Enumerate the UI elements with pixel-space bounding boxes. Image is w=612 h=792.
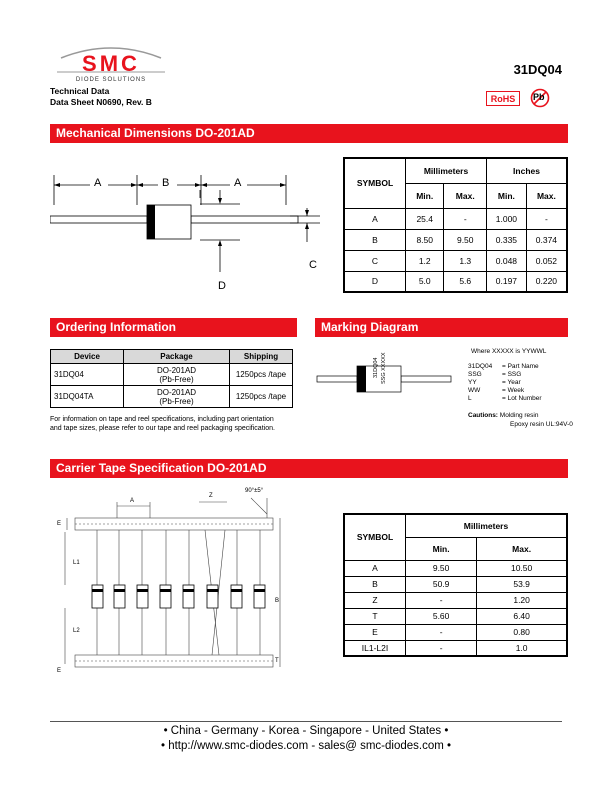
marking-line-1: 31DQ04 [373,357,379,378]
table-row [344,640,567,656]
table-cell: 9.50 [406,560,477,576]
legend-value: = Lot Number [502,395,542,402]
carrier-tape-drawing [55,488,295,688]
col-min: Min. [406,537,477,560]
tape-label-l2: L2 [73,628,80,634]
table-cell: 8.50 [406,229,444,250]
col-shipping: Shipping [230,350,293,364]
table-cell: 0.80 [477,624,567,640]
cautions [468,411,573,429]
table-row [51,386,293,408]
table-cell: 31DQ04TA [51,386,124,408]
dim-label-b: B [162,177,170,189]
table-row [344,592,567,608]
table-cell: D [344,271,406,292]
document-reference: Data Sheet N0690, Rev. B [50,97,152,107]
ordering-note: For information on tape and reel specifications, including part orientation and tape sizes, please refer to our tape and reel packaging specification. [50,416,275,432]
col-millimeters: Millimeters [406,158,487,183]
table-row [344,250,567,271]
legend-item [468,379,542,387]
table-cell: A [344,208,406,229]
logo-text: SMC [82,51,140,76]
legend-item [468,363,542,371]
table-cell: 1250pcs /tape [230,364,293,386]
table-row [344,208,567,229]
table-cell: C [344,250,406,271]
tape-label-t: T [275,658,279,664]
logo-subtitle: DIODE SOLUTIONS [75,77,147,83]
package-note: (Pb-Free) [159,374,194,384]
table-cell: 0.374 [526,229,567,250]
legend-value: = SSG [502,371,522,378]
table-cell: 1.0 [477,640,567,656]
table-cell: 9.50 [444,229,487,250]
col-millimeters: Millimeters [406,514,568,537]
tape-label-b: B [275,598,280,604]
footer-divider [50,721,562,722]
table-cell: 0.220 [526,271,567,292]
table-cell: - [444,208,487,229]
package-name: DO-201AD [156,365,197,375]
table-cell: 0.197 [487,271,527,292]
table-cell: 5.0 [406,271,444,292]
mechanical-drawing [50,170,330,300]
footer-contact: • http://www.smc-diodes.com - sales@ smc-diodes.com • [160,740,452,752]
table-cell: 6.40 [477,608,567,624]
legend-key: YY [468,379,477,386]
table-cell: 53.9 [477,576,567,592]
mechanical-dimensions-table [343,157,568,293]
table-row [51,364,293,386]
legend-item [468,387,542,395]
dim-label-c: C [309,259,317,271]
col-package: Package [124,350,230,364]
dim-label-a-right: A [234,177,242,189]
col-symbol: SYMBOL [344,514,406,560]
table-cell [124,364,230,386]
dim-label-d: D [218,280,226,292]
table-cell: 25.4 [406,208,444,229]
table-cell: T [344,608,406,624]
table-row [344,229,567,250]
table-row [344,624,567,640]
table-cell: 1.20 [477,592,567,608]
legend-key: SSG [468,371,482,378]
table-cell: 0.048 [487,250,527,271]
col-symbol: SYMBOL [344,158,406,208]
table-cell: 31DQ04 [51,364,124,386]
legend-key: WW [468,387,481,394]
table-cell: 0.335 [487,229,527,250]
col-in-max: Max. [526,183,567,208]
carrier-tape-table [343,513,568,657]
cautions-label: Cautions: [468,412,498,419]
footer-countries: • China - Germany - Korea - Singapore - United States • [163,725,449,737]
table-cell: 1.3 [444,250,487,271]
tape-label-l1: L1 [73,560,80,566]
table-row [344,560,567,576]
legend-value: = Week [502,387,525,394]
legend-item [468,371,542,379]
part-number: 31DQ04 [513,62,562,77]
table-cell [124,386,230,408]
table-cell: 0.052 [526,250,567,271]
document-type: Technical Data [50,86,110,96]
legend-item [468,395,542,403]
col-in-min: Min. [487,183,527,208]
table-row [344,608,567,624]
legend-value: = Part Name [502,363,539,370]
package-note: (Pb-Free) [159,396,194,406]
cautions-text-1: Molding resin [499,412,539,419]
col-max: Max. [477,537,567,560]
section-ordering-information: Ordering Information [50,318,297,337]
table-cell: 50.9 [406,576,477,592]
table-cell: 1.2 [406,250,444,271]
table-cell: - [406,640,477,656]
table-row [344,576,567,592]
table-cell: B [344,576,406,592]
marking-legend [468,363,542,403]
package-name: DO-201AD [156,387,197,397]
table-cell: 5.60 [406,608,477,624]
tape-label-e-bottom: E [57,668,62,674]
tape-label-angle: 90°±5° [245,488,264,494]
legend-value: = Year [502,379,521,386]
tape-label-e-top: E [57,521,62,527]
table-cell: 10.50 [477,560,567,576]
table-cell: 5.6 [444,271,487,292]
tape-label-a: A [130,498,135,504]
legend-key: 31DQ04 [468,363,493,370]
col-mm-min: Min. [406,183,444,208]
table-cell: - [406,592,477,608]
section-mechanical-dimensions: Mechanical Dimensions DO-201AD [50,124,568,143]
table-cell: Z [344,592,406,608]
table-cell: - [406,624,477,640]
table-cell: 1250pcs /tape [230,386,293,408]
table-cell: B [344,229,406,250]
rohs-badge: RoHS [486,91,520,106]
table-cell: A [344,560,406,576]
section-carrier-tape: Carrier Tape Specification DO-201AD [50,459,568,478]
col-device: Device [51,350,124,364]
pb-label: Pb [533,92,545,102]
pb-free-icon [530,88,550,108]
marking-drawing [315,352,465,402]
dim-label-a-left: A [94,177,102,189]
marking-where: Where XXXXX is YYWWL [471,348,547,355]
ordering-table [50,349,293,408]
col-inches: Inches [487,158,567,183]
table-cell: E [344,624,406,640]
table-cell: - [526,208,567,229]
col-mm-max: Max. [444,183,487,208]
table-cell: 1.000 [487,208,527,229]
table-cell: IL1-L2I [344,640,406,656]
cautions-text-2: Epoxy resin UL:94V-0 [510,421,573,428]
company-logo [55,42,167,84]
section-marking-diagram: Marking Diagram [315,318,568,337]
table-row [344,271,567,292]
tape-label-z: Z [209,493,213,499]
legend-key: L [468,395,472,402]
marking-line-2: SSG XXXXX [381,352,387,384]
